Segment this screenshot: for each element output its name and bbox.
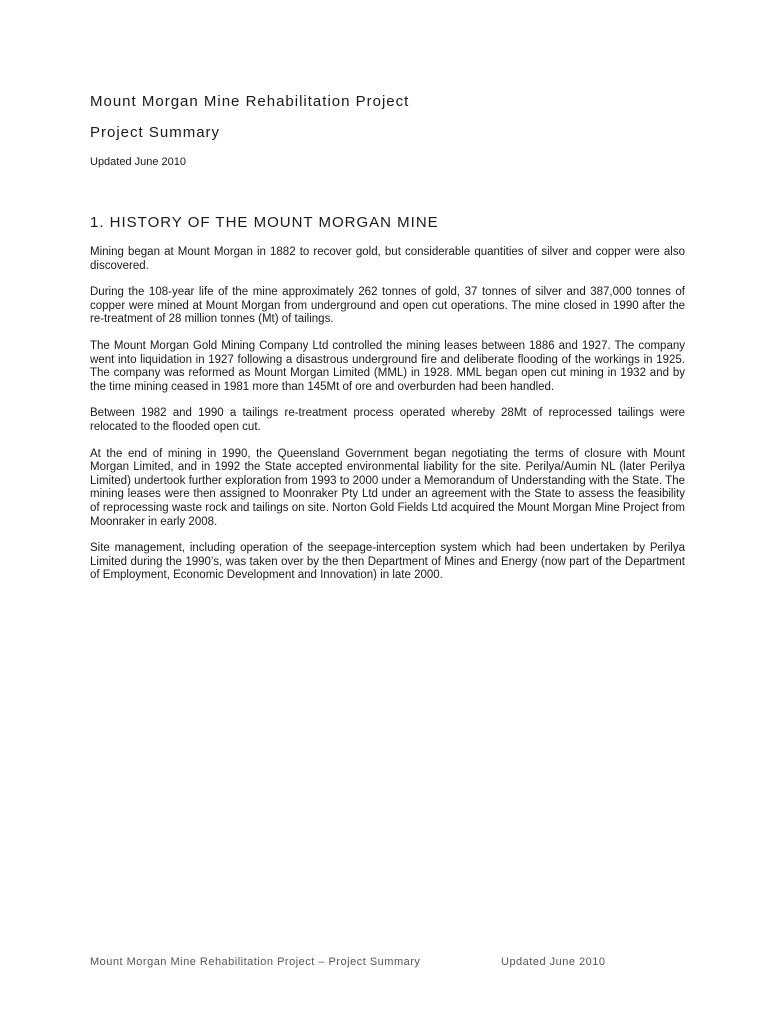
paragraph-5: At the end of mining in 1990, the Queensland Government began negotiating the terms of closure with Mount Morgan Limited, and in 1992 the State accepted environmental liability for the site. Perilya/Aumin NL (later Perilya Limited) undertook further exploration from 1993 to 2000 under a Memorandum of Understanding with the State. The mining leases were then assigned to Moonraker Pty Ltd under an agreement with the State to assess the feasibility of reprocessing waste rock and tailings on site. Norton Gold Fields Ltd acquired the Mount Morgan Mine Project from Moonraker in early 2008. xyxy=(90,447,685,528)
footer-date: Updated June 2010 xyxy=(501,956,606,968)
document-subtitle: Project Summary xyxy=(90,124,221,141)
paragraph-4: Between 1982 and 1990 a tailings re-treatment process operated whereby 28Mt of reprocessed tailings were relocated to the flooded open cut. xyxy=(90,407,685,433)
section-body xyxy=(90,246,685,596)
paragraph-1: Mining began at Mount Morgan in 1882 to recover gold, but considerable quantities of silver and copper were also discovered. xyxy=(90,246,685,272)
paragraph-6: Site management, including operation of the seepage-interception system which had been undertaken by Perilya Limited during the 1990’s, was taken over by the then Department of Mines and Energy (now part of the Department of Employment, Economic Development and Innovation) in late 2000. xyxy=(90,542,685,582)
section-heading: 1. HISTORY OF THE MOUNT MORGAN MINE xyxy=(90,214,439,231)
document-title: Mount Morgan Mine Rehabilitation Project xyxy=(90,93,410,110)
footer-title: Mount Morgan Mine Rehabilitation Project – Project Summary xyxy=(90,956,421,968)
paragraph-2: During the 108-year life of the mine approximately 262 tonnes of gold, 37 tonnes of silver and 387,000 tonnes of copper were mined at Mount Morgan from underground and open cut operations. The mine closed in 1990 after the re-treatment of 28 million tonnes (Mt) of tailings. xyxy=(90,286,685,326)
updated-date: Updated June 2010 xyxy=(90,156,187,168)
paragraph-3: The Mount Morgan Gold Mining Company Ltd controlled the mining leases between 1886 and 1927. The company went into liquidation in 1927 following a disastrous underground fire and deliberate flooding of the workings in 1925. The company was reformed as Mount Morgan Limited (MML) in 1928. MML began open cut mining in 1932 and by the time mining ceased in 1981 more than 145Mt of ore and overburden had been handled. xyxy=(90,339,685,393)
